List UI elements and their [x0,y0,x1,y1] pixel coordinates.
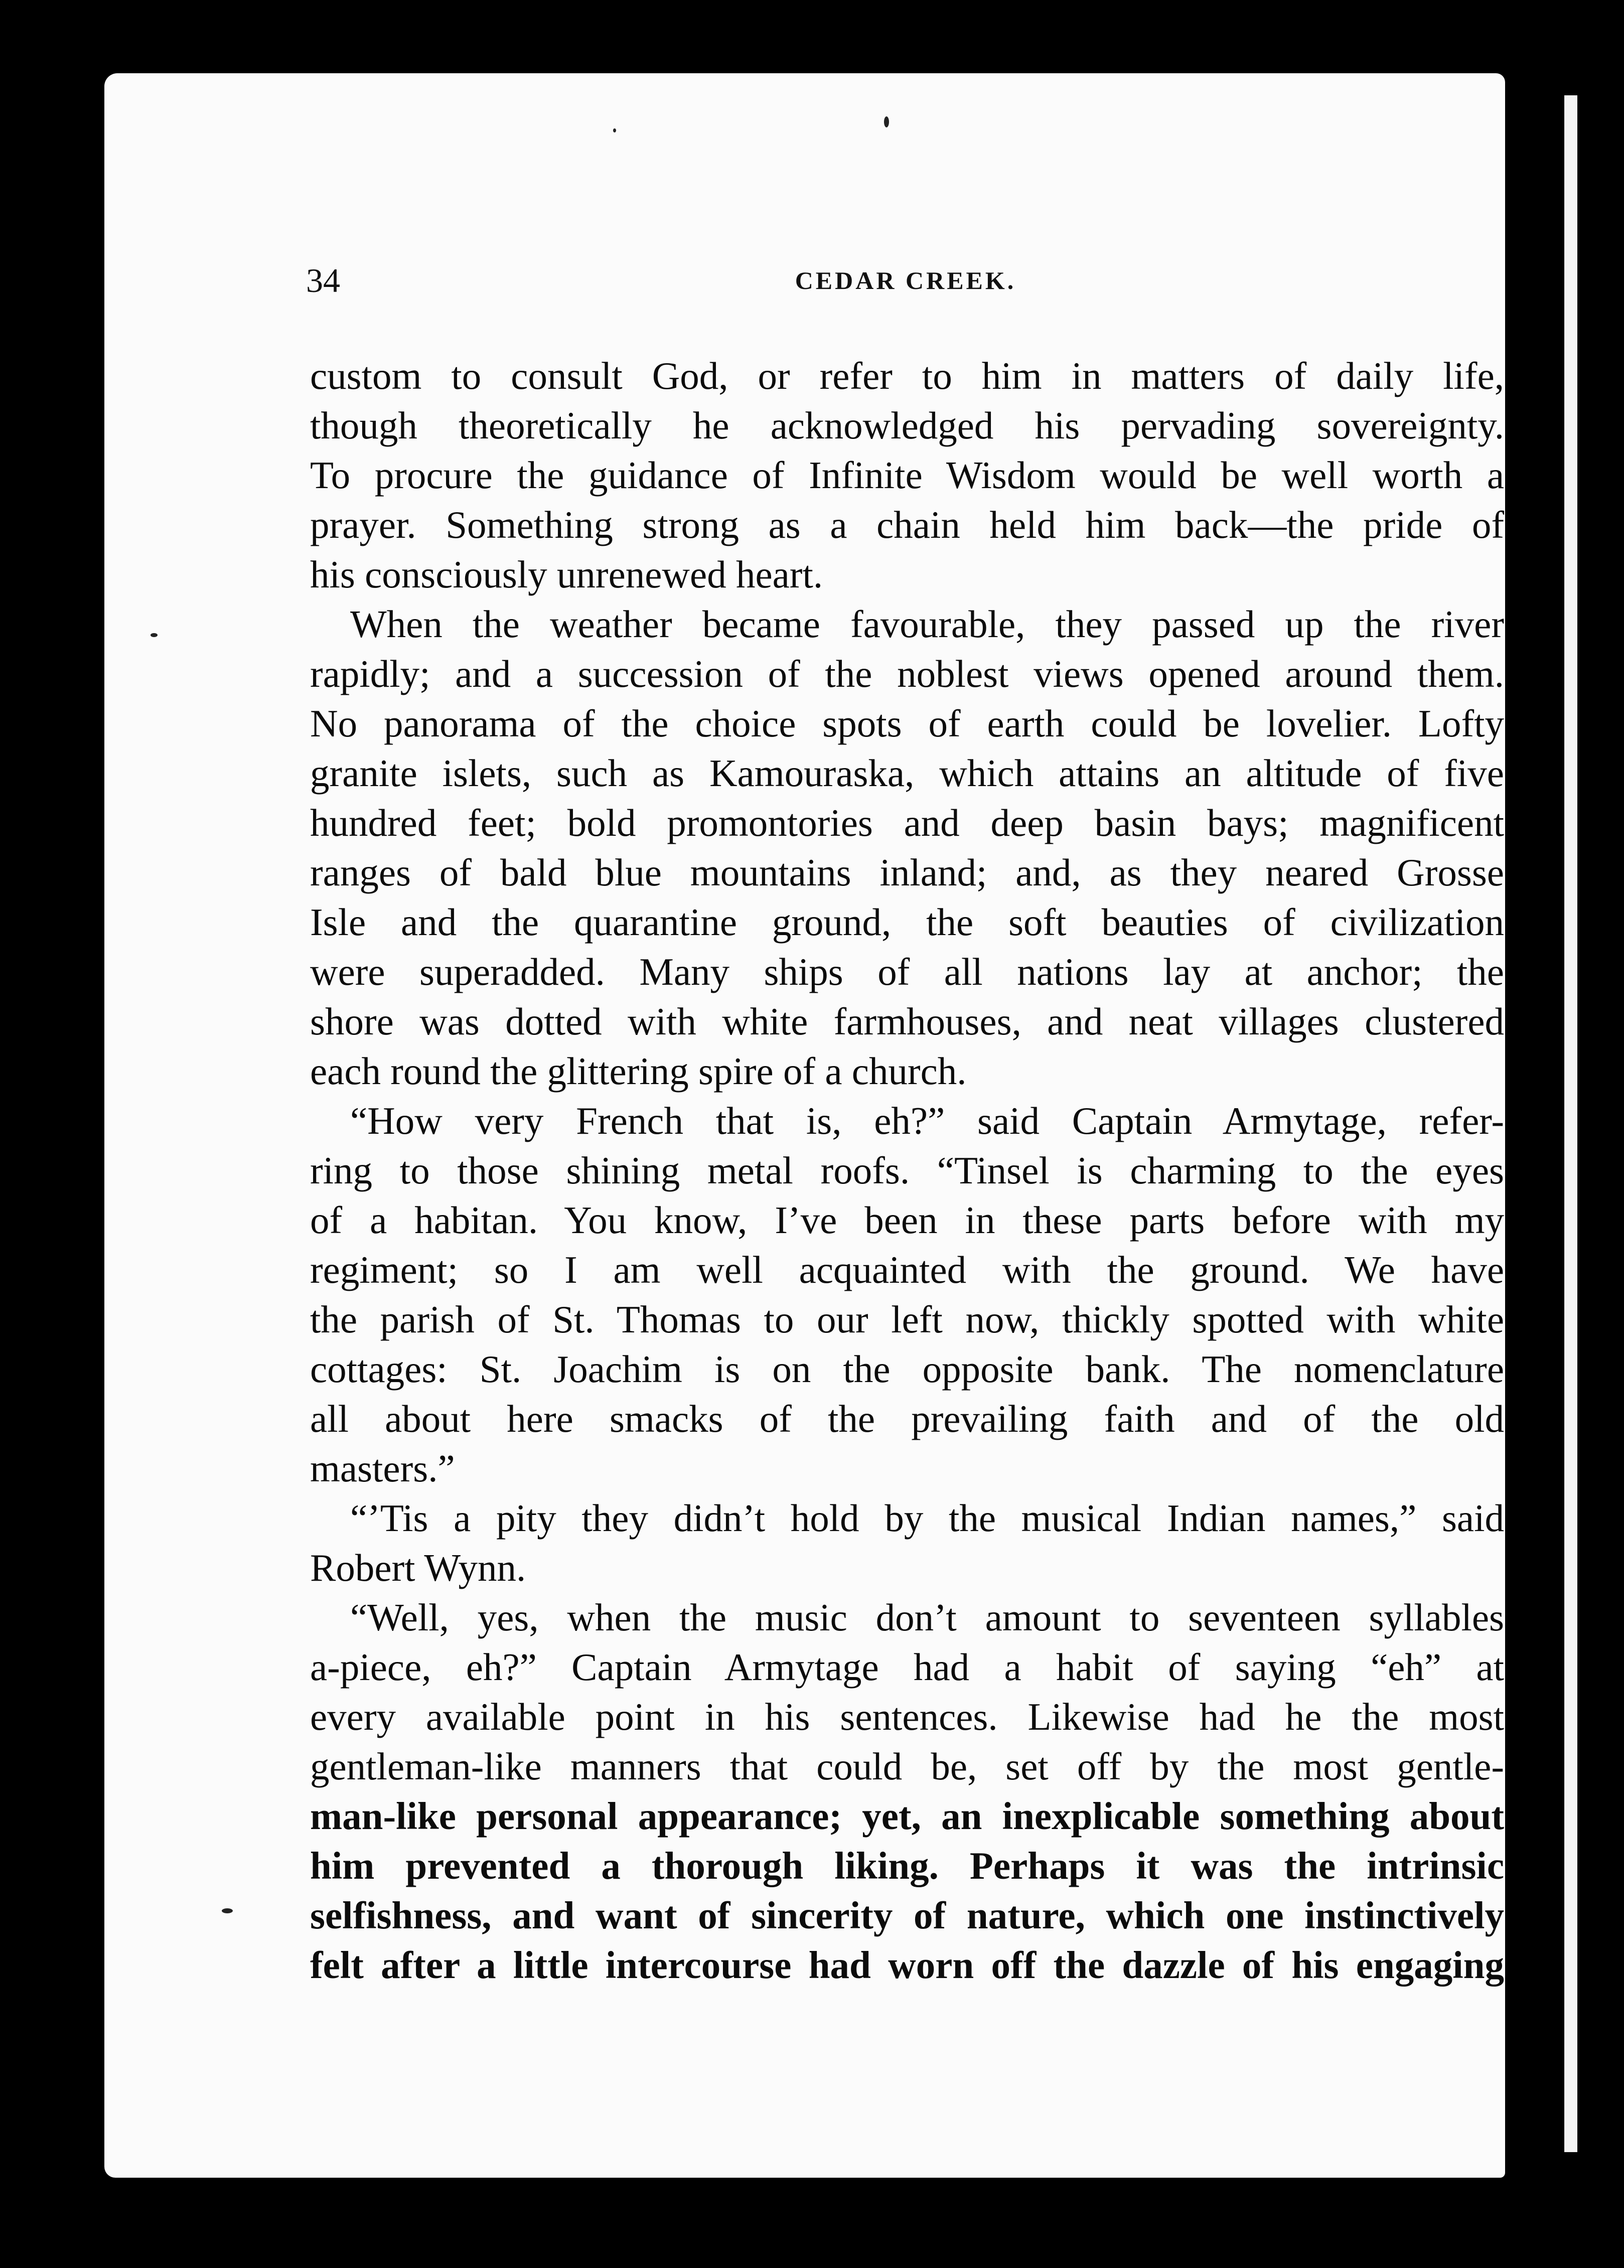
text-line: hundred feet; bold promontories and deep basin bays; magnificent [310,801,1504,844]
page-edge-strip [1564,95,1577,2152]
scan-speck [222,1908,233,1913]
page-number: 34 [306,261,340,299]
text-line: cottages: St. Joachim is on the opposite bank. The nomenclature [310,1347,1504,1391]
text-line: all about here smacks of the prevailing faith and of the old [310,1397,1504,1440]
text-line: were superadded. Many ships of all nations lay at anchor; the [310,950,1504,993]
text-line: custom to consult God, or refer to him in matters of daily life, [310,354,1504,397]
text-line: granite islets, such as Kamouraska, which attains an altitude of five [310,751,1504,795]
text-line: man-like personal appearance; yet, an inexplicable something about [310,1794,1504,1838]
text-line: ranges of bald blue mountains inland; and, as they neared Grosse [310,851,1504,894]
text-line: a-piece, eh?” Captain Armytage had a habit of saying “eh” at [310,1645,1504,1689]
text-line: rapidly; and a succession of the noblest views opened around them. [310,652,1504,695]
text-line: each round the glittering spire of a church. [310,1049,967,1093]
scan-speck [884,116,889,127]
text-line: Isle and the quarantine ground, the soft beauties of civilization [310,900,1504,944]
text-line: No panorama of the choice spots of earth could be lovelier. Lofty [310,702,1504,745]
text-line: his consciously unrenewed heart. [310,553,823,596]
text-line: ring to those shining metal roofs. “Tinsel is charming to the eyes [310,1149,1504,1192]
text-line: prayer. Something strong as a chain held him back—the pride of [310,503,1504,546]
text-line: felt after a little intercourse had worn off the dazzle of his engaging [310,1943,1504,1987]
page-header [306,261,1505,311]
text-line: To procure the guidance of Infinite Wisdom would be well worth a [310,453,1504,497]
text-line: masters.” [310,1447,455,1490]
text-line: regiment; so I am well acquainted with the ground. We have [310,1248,1504,1291]
text-line: “’Tis a pity they didn’t hold by the musical Indian names,” said [350,1496,1504,1540]
text-line: the parish of St. Thomas to our left now, thickly spotted with white [310,1298,1504,1341]
scan-speck [613,128,616,132]
text-line: “How very French that is, eh?” said Captain Armytage, refer- [350,1099,1504,1142]
running-head: CEDAR CREEK. [795,266,1016,294]
text-line: When the weather became favourable, they passed up the river [350,602,1504,646]
body-text [310,351,1504,1990]
scan-speck [151,633,158,637]
text-line: shore was dotted with white farmhouses, and neat villages clustered [310,1000,1504,1043]
text-line: him prevented a thorough liking. Perhaps it was the intrinsic [310,1844,1504,1887]
text-line: selfishness, and want of sincerity of nature, which one instinctively [310,1894,1504,1937]
text-line: “Well, yes, when the music don’t amount to seventeen syllables [350,1596,1504,1639]
text-line: of a habitan. You know, I’ve been in these parts before with my [310,1198,1504,1242]
text-line: every available point in his sentences. Likewise had he the most [310,1695,1504,1738]
text-line: Robert Wynn. [310,1546,526,1589]
text-line: gentleman-like manners that could be, set off by the most gentle- [310,1745,1504,1788]
text-line: though theoretically he acknowledged his pervading sovereignty. [310,404,1504,447]
